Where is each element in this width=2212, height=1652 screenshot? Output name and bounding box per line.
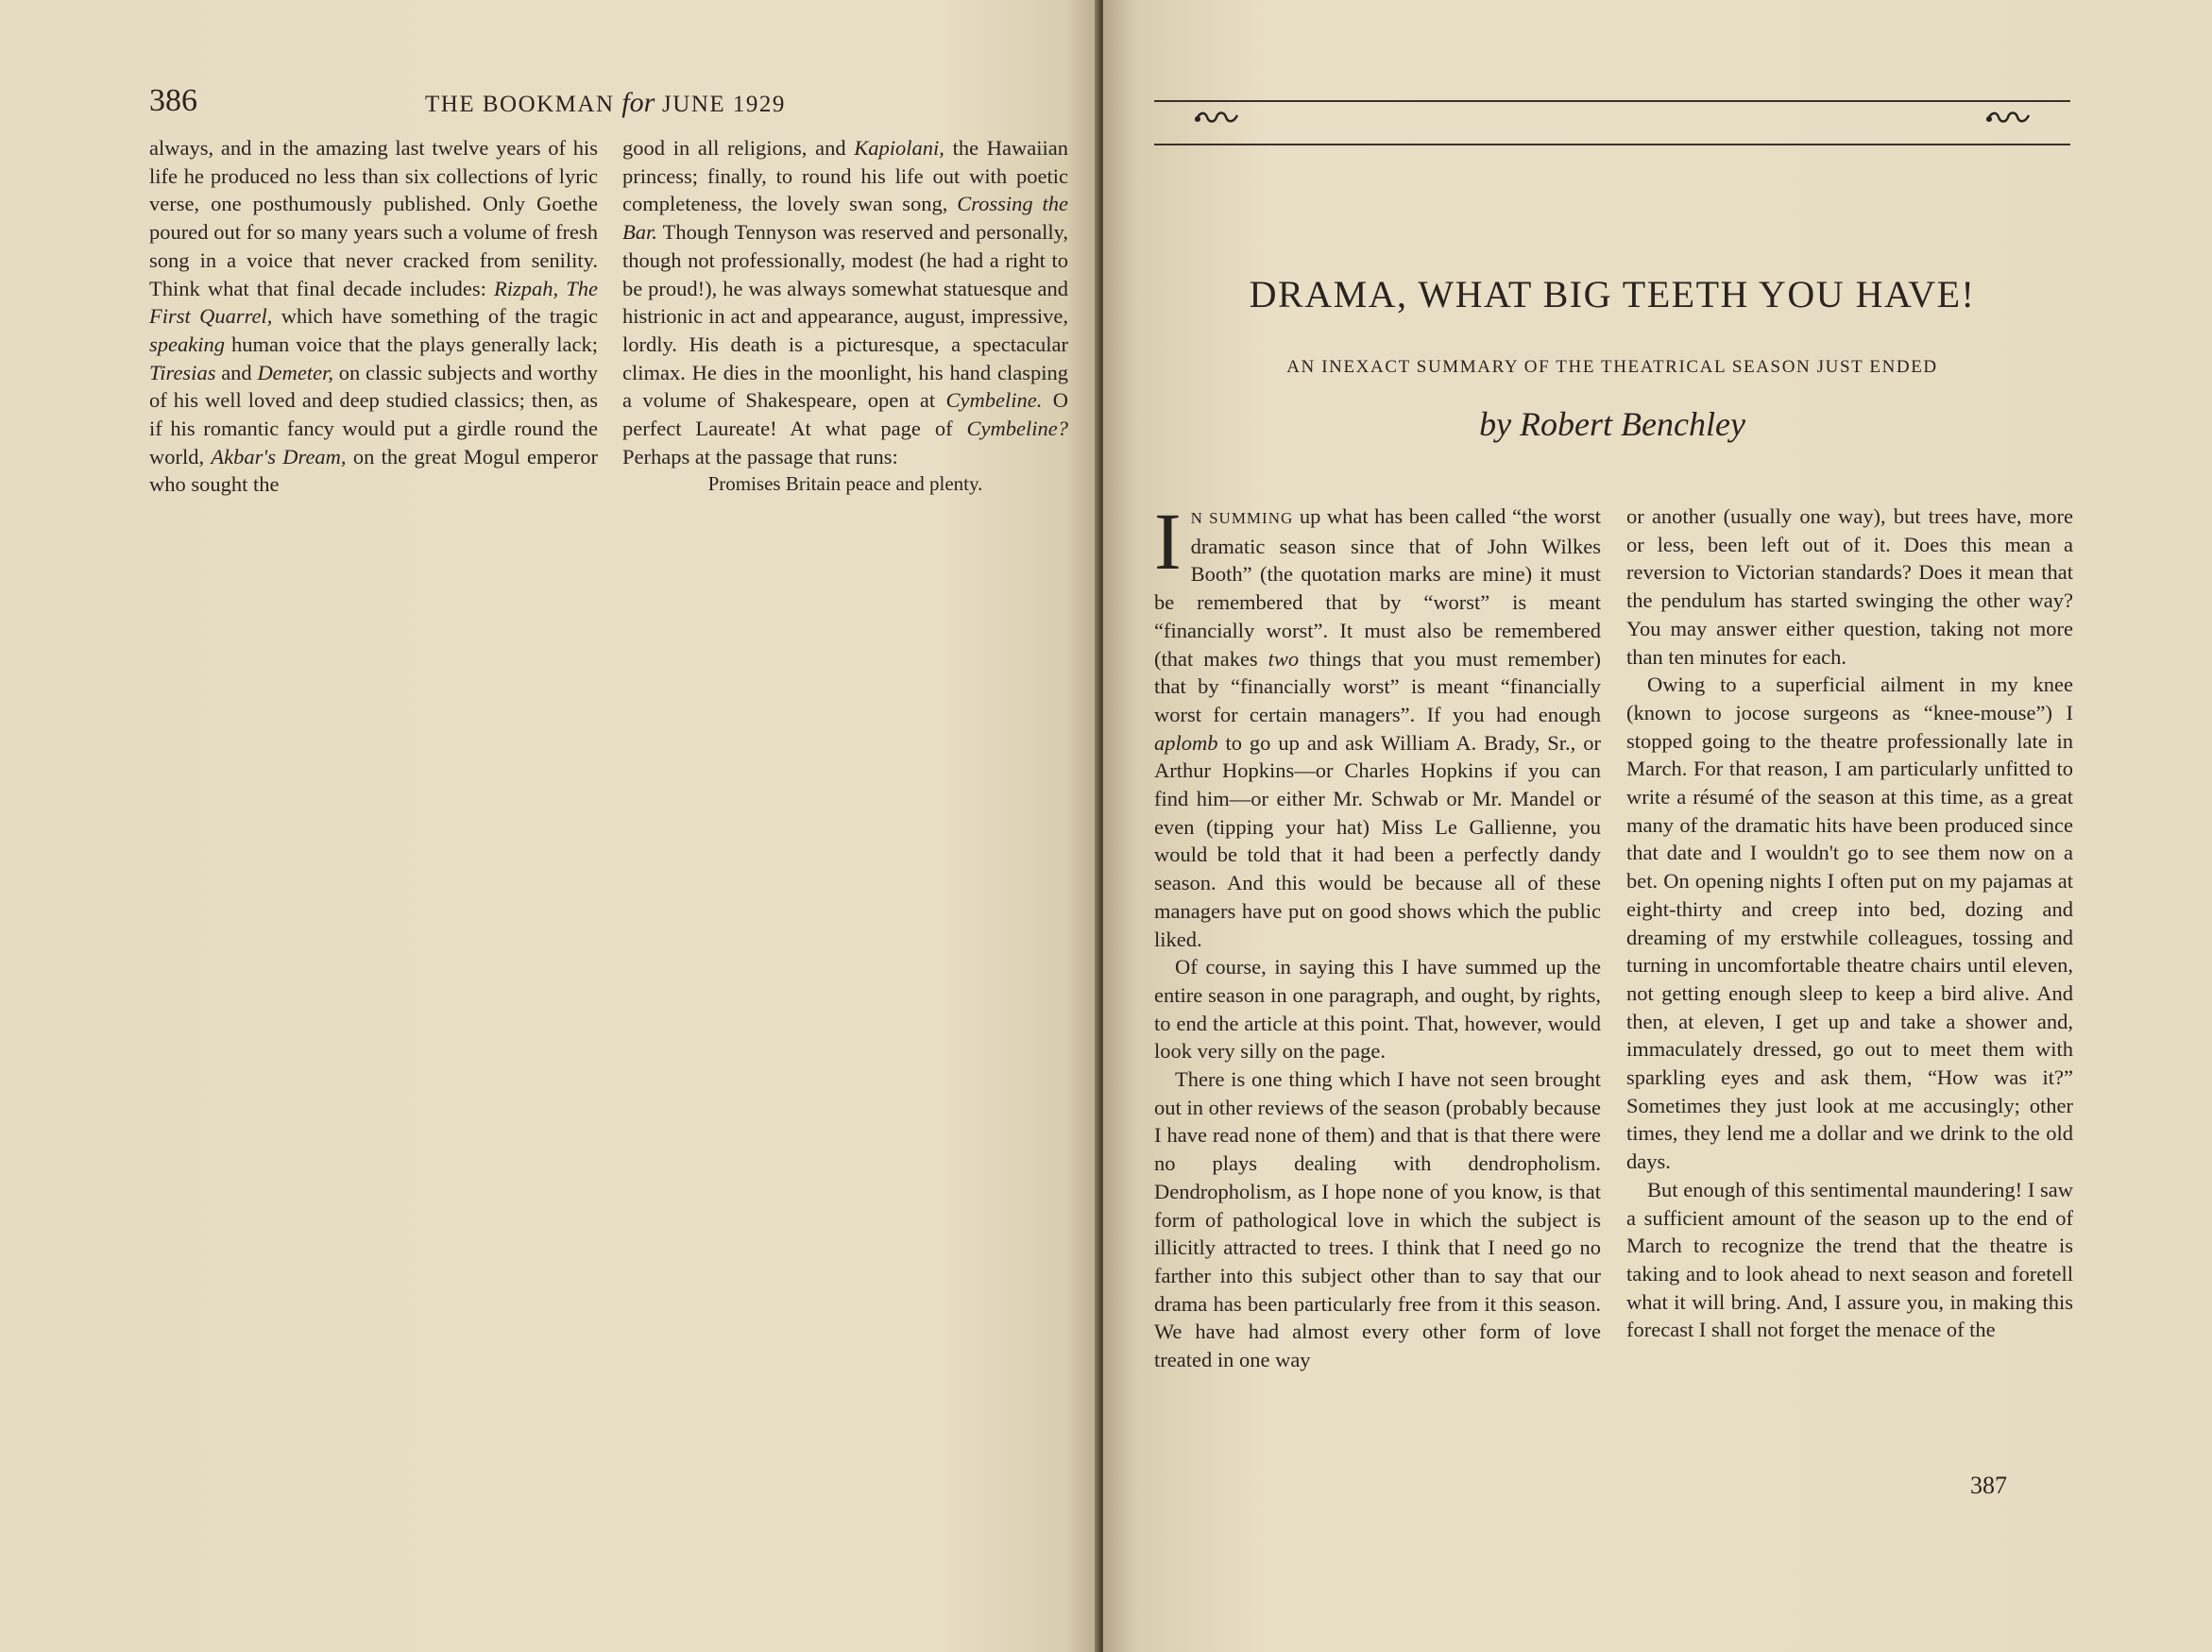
text-run: things that you must remember) that by “financially worst” is meant “financially worst for certain managers”. If you had enough xyxy=(1154,646,1601,726)
paragraph xyxy=(149,134,598,499)
text-run: on the great Mogul emperor who sought the xyxy=(149,444,598,497)
rule-line xyxy=(1154,144,2070,145)
italic-title: Demeter, xyxy=(257,360,334,384)
text-run: good in all religions, and xyxy=(622,136,855,160)
article-subtitle: AN INEXACT SUMMARY OF THE THEATRICAL SEASON JUST ENDED xyxy=(1286,357,1938,377)
italic-title: Akbar's Dream, xyxy=(211,444,347,468)
paragraph: or another (usually one way), but trees have, more or less, been left out of it. Does this mean a reversion to Victorian standards? Does it mean that the pendulum has started swinging the other way? You may answer either question, taking not more than ten minutes for each. xyxy=(1626,504,2073,669)
text-run: Though Tennyson was reserved and personally, though not professionally, modest (he had a right to be proud!), he was always somewhat statuesque and histrionic in act and appearance, august, impressive, lordly. His death is a picturesque, a spectacular climax. He dies in the moonlight, his hand clasping a volume of Shakespeare, open at xyxy=(622,220,1068,413)
drop-cap: I xyxy=(1154,496,1182,587)
paragraph: But enough of this sentimental maundering! I saw a sufficient amount of the season up to the end of March to recognize the trend that the theatre is taking and to look ahead to next season and foretell what it will bring. And, I assure you, in making this forecast I shall not forget the menace of the xyxy=(1626,1177,2073,1342)
header-rule xyxy=(1154,100,2070,145)
text-run: up what has been called “the worst dramatic season since that of John Wilkes Booth” (the quotation marks are mine) it must be remembered that by “worst” is meant “financially worst”. It must also be remembered (that makes xyxy=(1154,504,1601,671)
italic-title: Cymbeline. xyxy=(945,388,1043,413)
text-run: on classic subjects and worthy of his well loved and deep studied classics; then, as if his romantic fancy would put a girdle round the world, xyxy=(149,360,598,468)
italic-title: Rizpah, The First Quarrel, xyxy=(149,276,598,329)
left-column-1 xyxy=(149,134,598,499)
journal-title xyxy=(425,87,786,119)
italic-word: speaking xyxy=(149,332,225,356)
page-number: 386 xyxy=(149,83,197,118)
small-caps-lead: N SUMMING xyxy=(1190,509,1294,527)
right-column-2 xyxy=(1626,502,2073,1344)
paragraph xyxy=(1154,496,1601,953)
left-page xyxy=(0,0,1098,1652)
italic-word: aplomb xyxy=(1154,730,1218,755)
text-run: to go up and ask William A. Brady, Sr., or Arthur Hopkins—or Charles Hopkins if you can find him—or either Mr. Schwab or Mr. Mandel or even (tipping your hat) Miss Le Gallienne, you would be told that it had been a perfectly dandy season. And this would be because all of these managers have put on good shows which the public liked. xyxy=(1154,730,1601,951)
journal-for: for xyxy=(621,87,655,118)
italic-title: Tiresias xyxy=(149,360,216,384)
text-run: and xyxy=(215,360,258,384)
left-column-2 xyxy=(622,134,1068,499)
italic-title: Kapiolani, xyxy=(854,136,944,160)
italic-word: two xyxy=(1268,646,1300,671)
text-run: O perfect Laureate! At what page of xyxy=(622,388,1069,441)
verse-quote: Promises Britain peace and plenty. xyxy=(707,472,983,496)
italic-title: Crossing the Bar. xyxy=(622,192,1069,245)
journal-name: THE BOOKMAN xyxy=(425,92,615,117)
paragraph: Of course, in saying this I have summed up the entire season in one paragraph, and ought, by rights, to end the article at this point. That, however, would look very silly on the page. xyxy=(1154,955,1601,1064)
italic-title: Cymbeline? xyxy=(966,417,1068,441)
article-title: DRAMA, WHAT BIG TEETH YOU HAVE! xyxy=(1249,273,1976,315)
paragraph: There is one thing which I have not seen brought out in other reviews of the season (probably because I have read none of them) and that is that there were no plays dealing with dendropholism. Dendropholism, as I hope none of you know, is that form of pathological love in which the subject is illicitly attracted to trees. I think that I need go no farther into this subject other than to say that our drama has been particularly free from it this season. We have had almost every other form of love treated in one way xyxy=(1154,1067,1601,1372)
text-run: human voice that the plays generally lack; xyxy=(224,332,598,356)
journal-issue: JUNE 1929 xyxy=(662,92,786,117)
text-run: the Hawaiian princess; finally, to round his life out with poetic completeness, the lovely swan song, xyxy=(622,136,1068,216)
paragraph xyxy=(622,134,1068,470)
scroll-ornament-icon xyxy=(1192,106,1241,130)
text-run: Perhaps at the passage that runs: xyxy=(622,444,898,468)
page-number: 387 xyxy=(1970,1472,2007,1499)
text-run: which have something of the tragic xyxy=(272,304,598,329)
scroll-ornament-icon xyxy=(1983,106,2033,130)
paragraph: Owing to a superficial ailment in my knee (known to jocose surgeons as “knee-mouse”) I stopped going to the theatre professionally late in March. For that reason, I am particularly unfitted to write a résumé of the season at this time, as a great many of the dramatic hits have been produced since that date and I wouldn't go to see them now on a bet. On opening nights I often put on my pajamas at eight-thirty and creep into bed, dozing and dreaming of my erstwhile colleagues, tossing and turning in uncomfortable theatre chairs until eleven, not getting enough sleep to keep a bird alive. And then, at eleven, I get up and take a shower and, immaculately dressed, go out to meet them with sparkling eyes and ask them, “How was it?” Sometimes they just look at me accusingly; other times, they lend me a dollar and we drink to the old days. xyxy=(1626,673,2073,1174)
article-byline: by Robert Benchley xyxy=(1479,405,1745,443)
rule-line xyxy=(1154,100,2070,102)
text-run: always, and in the amazing last twelve years of his life he produced no less than six collections of lyric verse, one posthumously published. Only Goethe poured out for so many years such a volume of fresh song in a voice that never cracked from senility. Think what that final decade includes: xyxy=(149,136,598,300)
right-column-1 xyxy=(1154,496,1601,1374)
